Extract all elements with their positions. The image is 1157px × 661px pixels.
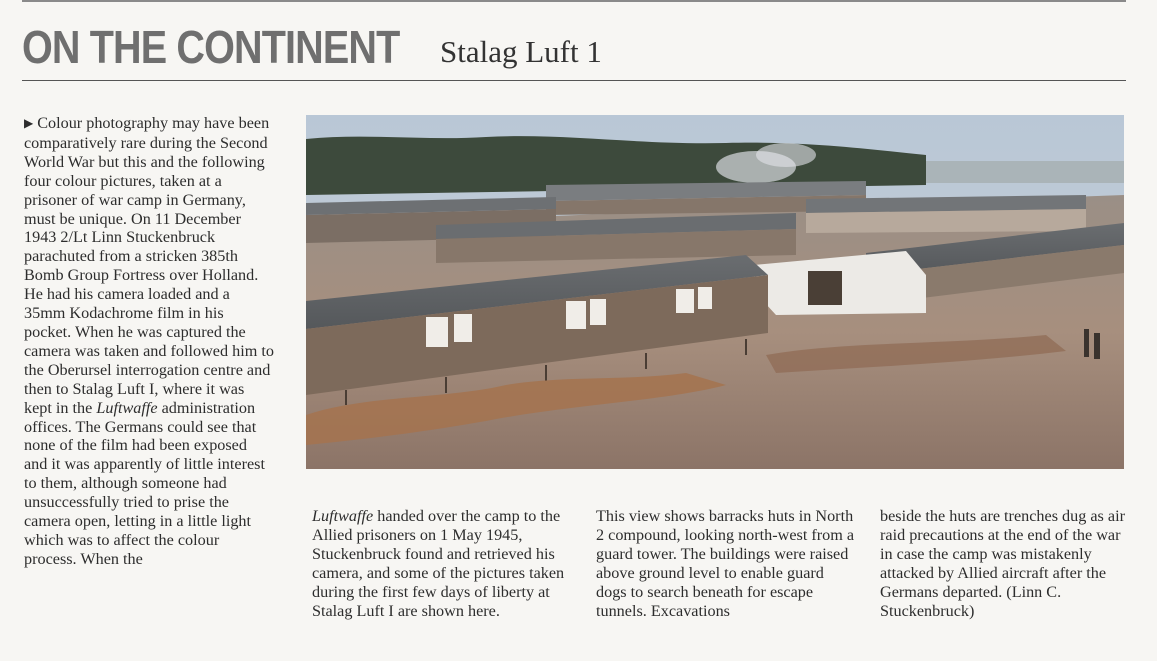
top-rule: [22, 0, 1126, 2]
arrow-bullet-icon: ▶: [24, 116, 34, 130]
photo-caption-part-1: [596, 507, 856, 620]
caption-text-2: beside the huts are trenches dug as air raid precautions at the end of the war in case the camp was mistakenly attacked by Allied aircraft after the Germans departed. (Linn C. Stuckenbruck): [880, 507, 1125, 620]
article-text-3: handed over the camp to the Allied prisoners on 1 May 1945, Stuckenbruck found and retrieved his camera, and some of the pictures taken during the first few days of liberty at Stalag Luft I are shown here.: [312, 507, 565, 620]
article-italic-2: Luftwaffe: [312, 507, 374, 525]
article-text-1: Colour photography may have been comparatively rare during the Second World War but this and the following four colour pictures, taken at a prisoner of war camp in Germany, must be unique. On 11 December 1943 2/Lt Linn Stuckenbruck parachuted from a stricken 385th Bomb Group Fortress over Holland. He had his camera loaded and a 35mm Kodachrome film in his pocket. When he was captured the camera was taken and followed him to the Oberursel interrogation centre and then to Stalag Luft I, where it was kept in the: [24, 114, 274, 417]
article-paragraph-continued: [312, 507, 572, 620]
photo-caption-part-2: [880, 507, 1130, 620]
article-column-1: [24, 114, 274, 569]
section-title: ON THE CONTINENT: [22, 21, 400, 73]
section-subtitle: Stalag Luft 1: [440, 34, 602, 69]
camp-photograph: [306, 115, 1124, 469]
article-column-2: [312, 507, 572, 620]
caption-text-1: This view shows barracks huts in North 2 compound, looking north-west from a guard tower. The buildings were raised above ground level to enable guard dogs to search beneath for escape tunnels. Excavations: [596, 507, 855, 620]
photo-illustration: [306, 115, 1124, 469]
article-paragraph: [24, 114, 274, 569]
article-text-2: administration offices. The Germans could see that none of the film had been exposed and it was apparently of little interest to them, although someone had unsuccessfully tried to prise the camera open, letting in a little light which was to affect the colour process. When the: [24, 398, 265, 568]
header-rule: [22, 80, 1126, 81]
page-header: [22, 22, 1126, 78]
article-italic-1: Luftwaffe: [96, 398, 158, 417]
